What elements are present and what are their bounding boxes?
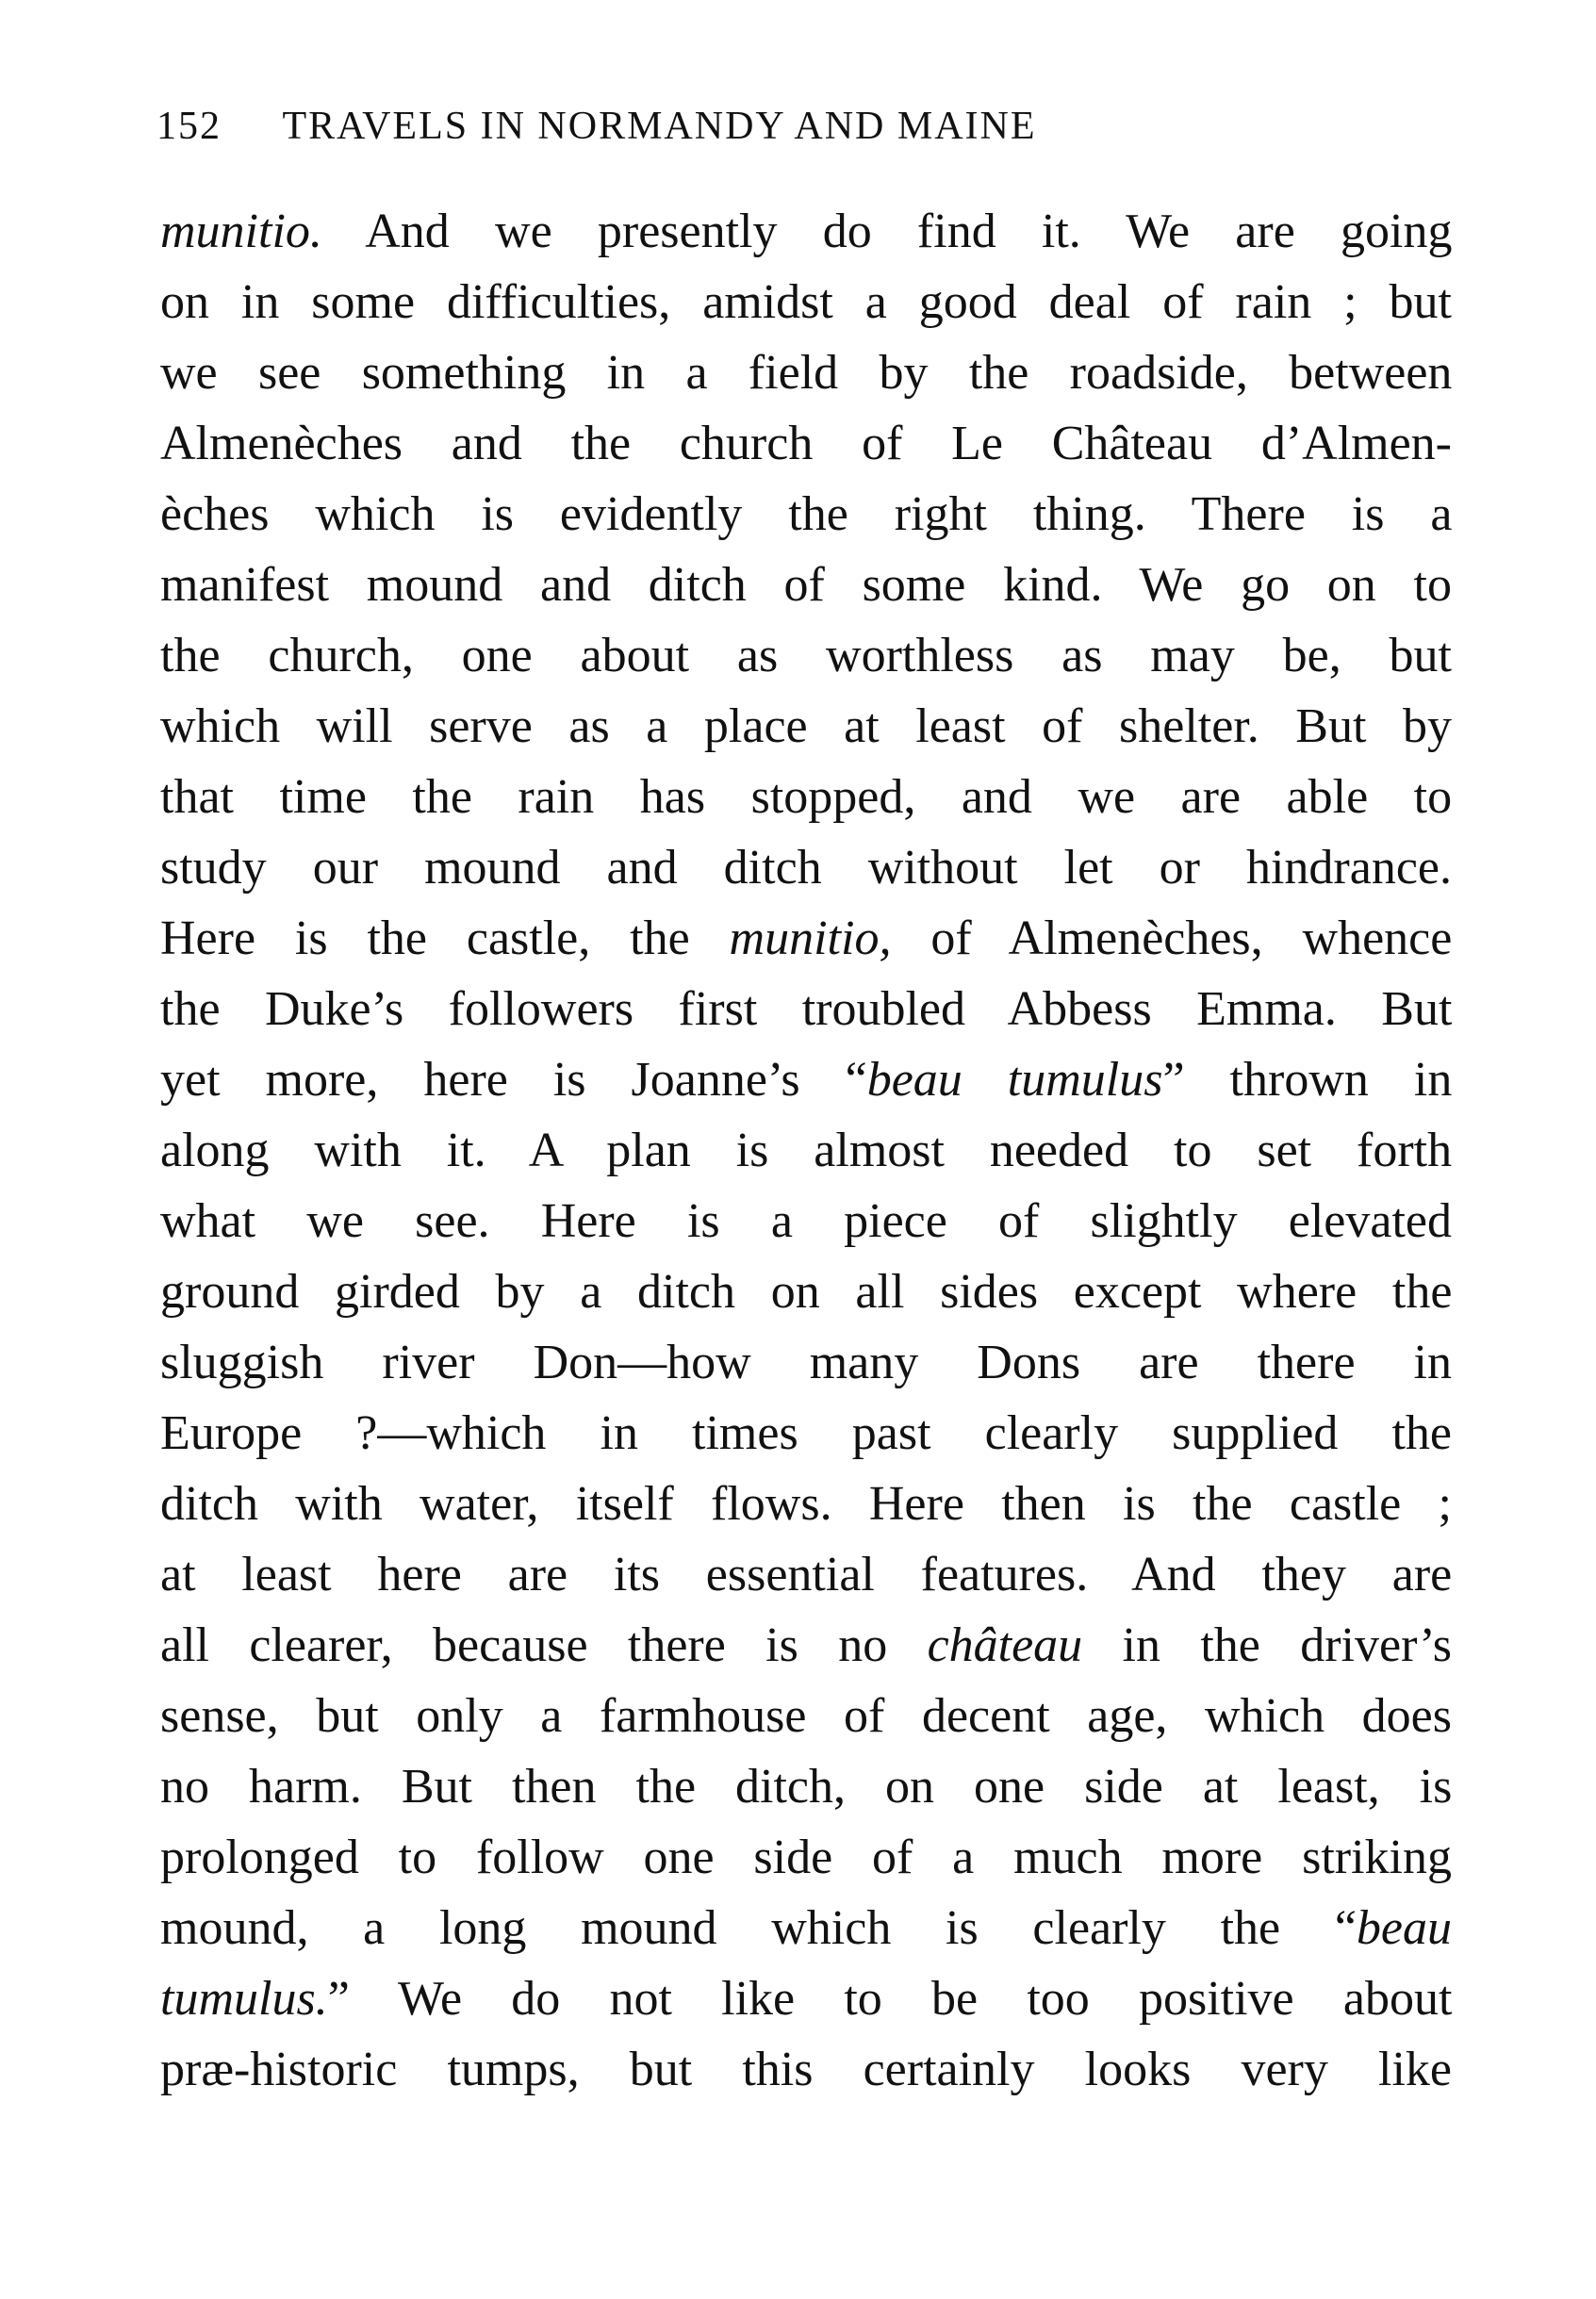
text-line — [160, 1256, 1452, 1327]
text-segment: on in some difficulties, amidst a good deal of rain ; but — [160, 275, 1452, 329]
page-number: 152 — [156, 105, 222, 148]
text-line — [160, 196, 1452, 267]
text-segment: the Duke’s followers first troubled Abbess Emma. But — [160, 982, 1453, 1036]
italic-text: beau — [1356, 1901, 1452, 1955]
text-segment: all clearer, because there is no — [160, 1618, 928, 1672]
text-line — [160, 903, 1452, 974]
text-segment: study our mound and ditch without let or hindrance. — [160, 841, 1452, 895]
text-line — [160, 408, 1452, 479]
text-segment: in the driver’s — [1082, 1618, 1452, 1672]
italic-text: munitio. — [160, 205, 322, 258]
text-segment: præ-historic tumps, but this certainly looks very like — [160, 2043, 1452, 2096]
text-line — [160, 974, 1452, 1044]
text-segment: yet more, here is Joanne’s “ — [160, 1053, 867, 1107]
text-segment: at least here are its essential features. And they are — [160, 1548, 1453, 1601]
running-head — [156, 104, 1288, 160]
text-segment: èches which is evidently the right thing. There is a — [160, 487, 1453, 541]
text-segment: ground girded by a ditch on all sides except where the — [160, 1265, 1453, 1319]
running-title: TRAVELS IN NORMANDY AND MAINE — [282, 105, 1037, 148]
text-line — [160, 1469, 1452, 1539]
text-segment: that time the rain has stopped, and we are able to — [160, 770, 1453, 824]
text-segment: along with it. A plan is almost needed to set forth — [160, 1124, 1453, 1177]
text-line — [160, 1822, 1452, 1893]
text-line — [160, 1327, 1452, 1398]
text-segment: sense, but only a farmhouse of decent age, which does — [160, 1689, 1452, 1743]
text-segment: Here is the castle, the — [160, 911, 730, 965]
italic-text: munitio, — [729, 911, 892, 965]
text-segment: sluggish river Don—how many Dons are there in — [160, 1336, 1452, 1389]
text-segment: Europe ?—which in times past clearly supplied the — [160, 1406, 1452, 1460]
text-segment: of Almenèches, whence — [891, 911, 1453, 965]
text-segment: ” We do not like to be too positive about — [327, 1972, 1453, 2026]
text-segment: ” thrown in — [1162, 1053, 1453, 1107]
text-line — [160, 691, 1452, 762]
italic-text: beau tumulus — [866, 1053, 1163, 1107]
text-line — [160, 337, 1452, 408]
text-segment: which will serve as a place at least of shelter. But by — [160, 699, 1452, 753]
text-segment: what we see. Here is a piece of slightly elevated — [160, 1194, 1452, 1248]
text-line — [160, 620, 1452, 691]
text-segment: the church, one about as worthless as may be, but — [160, 629, 1452, 682]
text-segment: mound, a long mound which is clearly the “ — [160, 1901, 1357, 1955]
text-line — [160, 1186, 1452, 1256]
text-segment: And we presently do find it. We are going — [321, 205, 1453, 258]
text-line — [160, 550, 1452, 620]
italic-text: château — [927, 1618, 1083, 1672]
text-line — [160, 1398, 1452, 1469]
text-segment: no harm. But then the ditch, on one side at least, is — [160, 1760, 1453, 1814]
text-line — [160, 1044, 1452, 1115]
text-line — [160, 832, 1452, 903]
text-segment: manifest mound and ditch of some kind. We go on to — [160, 558, 1452, 612]
text-line — [160, 1751, 1452, 1822]
text-line — [160, 2034, 1452, 2105]
text-segment: we see something in a field by the roadside, between — [160, 346, 1453, 400]
text-segment: prolonged to follow one side of a much more striking — [160, 1831, 1452, 1884]
text-line — [160, 479, 1452, 550]
italic-text: tumulus. — [160, 1972, 328, 2026]
text-line — [160, 1610, 1452, 1681]
text-line — [160, 267, 1452, 337]
text-line — [160, 762, 1452, 832]
body-text — [160, 196, 1452, 2105]
text-segment: Almenèches and the church of Le Château d’Almen- — [160, 417, 1452, 470]
text-line — [160, 1963, 1452, 2034]
text-segment: ditch with water, itself flows. Here then is the castle ; — [160, 1477, 1452, 1531]
text-line — [160, 1539, 1452, 1610]
text-line — [160, 1893, 1452, 1963]
text-line — [160, 1681, 1452, 1751]
text-line — [160, 1115, 1452, 1186]
